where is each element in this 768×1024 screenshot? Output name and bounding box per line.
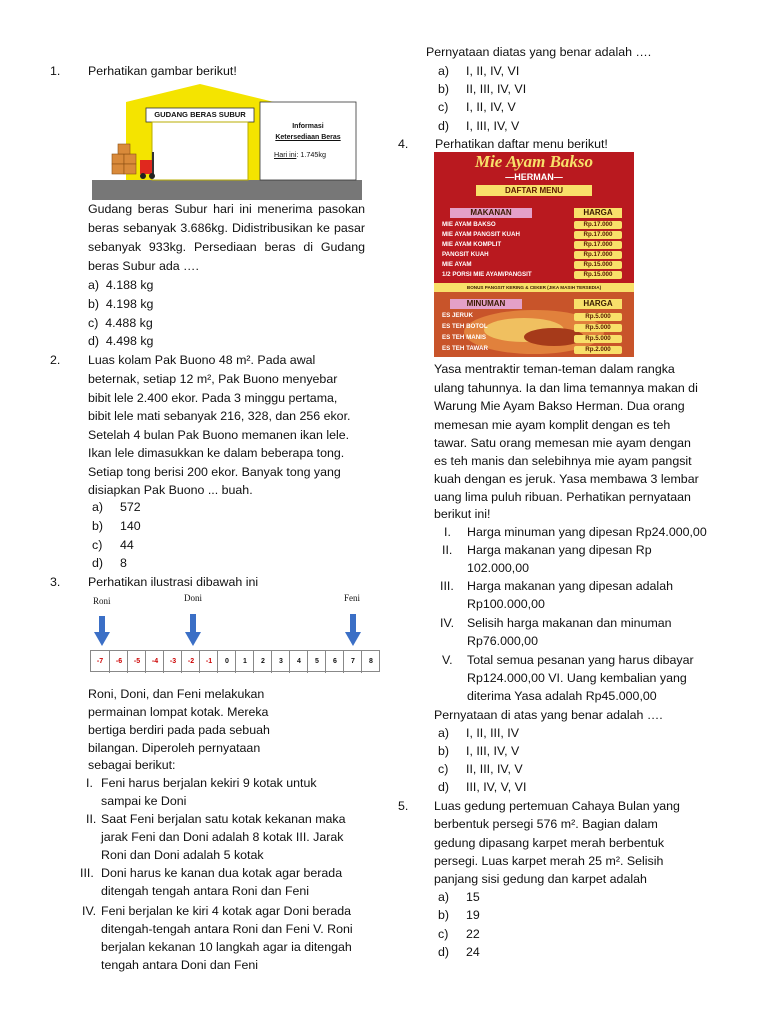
drink-item-2: ES TEH BOTOL bbox=[442, 323, 488, 330]
info-subtitle: Ketersediaan Beras bbox=[275, 134, 341, 141]
q5-line-4: persegi. Luas karpet merah 25 m². Selisih bbox=[434, 854, 664, 868]
number-line-cell: 6 bbox=[325, 651, 344, 673]
q5-line-5: panjang sisi gedung dan karpet adalah bbox=[434, 872, 647, 886]
q5-option-c[interactable] bbox=[438, 925, 480, 943]
q2-number: 2. bbox=[50, 353, 61, 367]
q5-option-a[interactable] bbox=[438, 888, 480, 906]
info-title: Informasi bbox=[292, 123, 324, 130]
option-value: 22 bbox=[466, 927, 480, 941]
warehouse-sign: GUDANG BERAS SUBUR bbox=[154, 110, 246, 119]
q1-option-d[interactable]: d) 4.498 kg bbox=[88, 334, 154, 348]
option-label: a) bbox=[438, 726, 450, 740]
q4-line-1: Yasa mentraktir teman-teman dalam rangka bbox=[434, 362, 675, 376]
q1-text: Gudang beras Subur hari ini menerima pasokan beras sebanyak 3.686kg. Didistribusikan ke pasar sebanyak 933kg. Persediaan beras di Gudang beras Subur ada …. bbox=[88, 202, 365, 273]
q4-line-4: memesan mie ayam komplit dengan es teh bbox=[434, 418, 671, 432]
number-line-cell: -4 bbox=[145, 651, 164, 673]
option-label: c) bbox=[92, 538, 103, 552]
number-line-figure bbox=[86, 592, 382, 678]
q3-line-5: sebagai berikut: bbox=[88, 758, 176, 772]
option-label: d) bbox=[438, 945, 450, 959]
statement-label: II. bbox=[442, 543, 453, 557]
q1-option-a[interactable]: a) 4.188 kg bbox=[88, 278, 154, 292]
number-line-cell: 1 bbox=[235, 651, 254, 673]
q1-option-b[interactable]: b) 4.198 kg bbox=[88, 297, 154, 311]
q2-line-8: disiapkan Pak Buono ... buah. bbox=[88, 483, 253, 497]
food-price-1: Rp.17.000 bbox=[574, 221, 622, 229]
menu-board bbox=[434, 152, 634, 357]
statement-line: diterima Yasa adalah Rp45.000,00 bbox=[467, 689, 657, 703]
statement-line: Doni harus ke kanan dua kotak agar berada bbox=[101, 866, 343, 880]
q3-line-1: Roni, Doni, dan Feni melakukan bbox=[88, 687, 265, 701]
option-value: I, II, IV, V bbox=[466, 100, 516, 114]
q4-line-9: berikut ini! bbox=[434, 507, 491, 521]
option-value: I, II, III, IV bbox=[466, 726, 520, 740]
q3-closing: Pernyataan diatas yang benar adalah …. bbox=[426, 45, 652, 59]
q4-line-5: tawar. Satu orang memesan mie ayam dengan bbox=[434, 436, 691, 450]
option-value: II, III, IV, VI bbox=[466, 82, 527, 96]
statement-label: II. bbox=[86, 812, 97, 826]
q4-line-7: kuah dengan es jeruk. Yasa membawa 3 lembar bbox=[434, 472, 699, 486]
option-label: b) bbox=[92, 519, 104, 533]
statement-line: Rp76.000,00 bbox=[467, 634, 538, 648]
number-line-cell: 4 bbox=[289, 651, 308, 673]
q2-option-a[interactable] bbox=[92, 498, 141, 516]
label-doni: Doni bbox=[184, 593, 202, 603]
info-today-label: Hari ini bbox=[274, 150, 297, 159]
q3-option-c[interactable] bbox=[438, 98, 516, 116]
q4-line-8: uang lima puluh ribuan. Perhatikan pernyataan bbox=[434, 490, 691, 504]
option-value: III, IV, V, VI bbox=[466, 780, 527, 794]
arrows bbox=[86, 592, 382, 652]
statement-label: IV. bbox=[440, 616, 455, 630]
option-label: b) bbox=[438, 744, 450, 758]
q2-option-d[interactable] bbox=[92, 554, 127, 572]
statement-line: Roni dan Doni adalah 5 kotak bbox=[101, 848, 264, 862]
statement-label: V. bbox=[442, 653, 453, 667]
statement-line: Harga makanan yang dipesan adalah bbox=[467, 579, 673, 593]
statement-line: Harga minuman yang dipesan Rp24.000,00 bbox=[467, 525, 707, 539]
number-line-cell: -7 bbox=[96, 658, 104, 665]
statement-label: I. bbox=[86, 776, 93, 790]
statement-line: berjalan kekanan 10 langkah agar ia ditengah bbox=[101, 940, 352, 954]
q3-line-4: bilangan. Diperoleh pernyataan bbox=[88, 741, 261, 755]
option-label: b) bbox=[438, 908, 450, 922]
q5-number: 5. bbox=[398, 799, 409, 813]
q4-option-d[interactable] bbox=[438, 778, 527, 796]
statement-line: Rp124.000,00 VI. Uang kembalian yang bbox=[467, 671, 687, 685]
statement-label: IV. bbox=[82, 904, 97, 918]
statement-label: I. bbox=[444, 525, 451, 539]
option-value: 19 bbox=[466, 908, 480, 922]
food-item-2: MIE AYAM PANGSIT KUAH bbox=[442, 231, 520, 238]
statement-line: Harga makanan yang dipesan Rp bbox=[467, 543, 652, 557]
q4-line-2: ulang tahunnya. Ia dan lima temannya makan di bbox=[434, 381, 698, 395]
statement-line: Saat Feni berjalan satu kotak kekanan maka bbox=[101, 812, 346, 826]
statement-line: Feni harus berjalan kekiri 9 kotak untuk bbox=[101, 776, 317, 790]
drink-header: MINUMAN bbox=[450, 299, 522, 309]
number-line-cell: -5 bbox=[127, 651, 146, 673]
option-value: 8 bbox=[120, 556, 127, 570]
drink-item-1: ES JERUK bbox=[442, 312, 473, 319]
option-label: d) bbox=[438, 780, 450, 794]
option-value: I, III, IV, V bbox=[466, 744, 520, 758]
number-line-cell: -3 bbox=[163, 651, 182, 673]
q3-number: 3. bbox=[50, 575, 61, 589]
statement-line: ditengah tengah antara Roni dan Feni bbox=[101, 884, 310, 898]
statement-line: tengah antara Doni dan Feni bbox=[101, 958, 259, 972]
q4-line-3: Warung Mie Ayam Bakso Herman. Dua orang bbox=[434, 399, 685, 413]
food-item-4: PANGSIT KUAH bbox=[442, 251, 489, 258]
q2-line-7: Setiap tong berisi 200 ekor. Banyak tong yang bbox=[88, 465, 341, 479]
q5-line-2: berbentuk persegi 576 m². Bagian dalam bbox=[434, 817, 658, 831]
q2-line-4: bibit lele mati sebanyak 216, 328, dan 256 ekor. bbox=[88, 409, 351, 423]
q5-option-b[interactable] bbox=[438, 906, 480, 924]
statement-line: ditengah-tengah antara Roni dan Feni V. Roni bbox=[101, 922, 353, 936]
q2-option-b[interactable] bbox=[92, 517, 141, 535]
q3-option-d[interactable] bbox=[438, 117, 520, 135]
drink-item-3: ES TEH MANIS bbox=[442, 334, 487, 341]
food-price-4: Rp.17.000 bbox=[574, 251, 622, 259]
q1-option-c[interactable]: c) 4.488 kg bbox=[88, 316, 153, 330]
drink-price-1: Rp.5.000 bbox=[574, 313, 622, 321]
option-value: I, III, IV, V bbox=[466, 119, 520, 133]
option-label: a) bbox=[92, 500, 104, 514]
q3-option-a[interactable] bbox=[438, 62, 520, 80]
q4-option-c[interactable] bbox=[438, 760, 523, 778]
number-line-cell: 2 bbox=[253, 651, 272, 673]
option-value: 24 bbox=[466, 945, 480, 959]
number-line-cell: 0 bbox=[217, 651, 236, 673]
q3-option-b[interactable] bbox=[438, 80, 527, 98]
number-line-cell: -6 bbox=[109, 651, 128, 673]
option-label: d) bbox=[92, 556, 104, 570]
drink-price-3: Rp.5.000 bbox=[574, 335, 622, 343]
statement-line: jarak Feni dan Doni adalah 8 kotak III. Jarak bbox=[101, 830, 344, 844]
label-feni: Feni bbox=[344, 593, 361, 603]
q2-line-2: beternak, setiap 12 m², Pak Buono menyebar bbox=[88, 372, 338, 386]
option-label: d) bbox=[438, 119, 450, 133]
q3-line-2: permainan lompat kotak. Mereka bbox=[88, 705, 269, 719]
label-roni: Roni bbox=[93, 596, 111, 606]
number-line-cell: 8 bbox=[361, 651, 380, 673]
q4-line-6: es teh manis dan selebihnya mie ayam pangsit bbox=[434, 454, 692, 468]
q4-option-b[interactable] bbox=[438, 742, 520, 760]
drink-price-4: Rp.2.000 bbox=[574, 346, 622, 354]
option-label: a) bbox=[438, 890, 450, 904]
option-label: c) bbox=[438, 100, 449, 114]
number-line-cell: -2 bbox=[181, 651, 200, 673]
q1-prompt: Perhatikan gambar berikut! bbox=[88, 64, 237, 78]
q2-option-c[interactable] bbox=[92, 536, 134, 554]
number-line bbox=[90, 650, 380, 672]
number-line-cell: -1 bbox=[199, 651, 218, 673]
option-value: I, II, IV, VI bbox=[466, 64, 520, 78]
option-value: 44 bbox=[120, 538, 134, 552]
warehouse-illustration bbox=[92, 82, 362, 200]
food-item-1: MIE AYAM BAKSO bbox=[442, 221, 496, 228]
q4-prompt: Perhatikan daftar menu berikut! bbox=[435, 137, 608, 151]
number-line-cell: 7 bbox=[343, 651, 362, 673]
statement-label: III. bbox=[80, 866, 94, 880]
info-today-value: : 1.745kg bbox=[296, 150, 326, 159]
q4-number: 4. bbox=[398, 137, 409, 151]
q3-prompt: Perhatikan ilustrasi dibawah ini bbox=[88, 575, 259, 589]
menu-subtitle: —HERMAN— bbox=[505, 172, 563, 182]
q2-line-3: bibit lele 2.400 ekor. Pada 3 minggu pertama, bbox=[88, 391, 338, 405]
statement-line: Selisih harga makanan dan minuman bbox=[467, 616, 672, 630]
statement-line: Feni berjalan ke kiri 4 kotak agar Doni berada bbox=[101, 904, 352, 918]
q5-option-d[interactable] bbox=[438, 943, 480, 961]
number-line-cell: 5 bbox=[307, 651, 326, 673]
q3-line-3: bertiga berdiri pada pada sebuah bbox=[88, 723, 270, 737]
food-price-3: Rp.17.000 bbox=[574, 241, 622, 249]
option-value: II, III, IV, V bbox=[466, 762, 523, 776]
option-label: a) bbox=[438, 64, 450, 78]
menu-title: Mie Ayam Bakso bbox=[474, 152, 594, 171]
food-item-5: MIE AYAM bbox=[442, 261, 472, 268]
q2-line-6: Ikan lele dimasukkan ke dalam beberapa tong. bbox=[88, 446, 345, 460]
food-price-6: Rp.15.000 bbox=[574, 271, 622, 279]
price-header-food: HARGA bbox=[574, 208, 622, 218]
q2-line-1: Luas kolam Pak Buono 48 m². Pada awal bbox=[88, 353, 316, 367]
option-value: 572 bbox=[120, 500, 141, 514]
option-label: b) bbox=[438, 82, 450, 96]
food-item-6: 1/2 PORSI MIE AYAM/PANGSIT bbox=[442, 271, 532, 278]
q2-line-5: Setelah 4 bulan Pak Buono memanen ikan lele. bbox=[88, 428, 350, 442]
price-header-drink: HARGA bbox=[574, 299, 622, 309]
statement-line: sampai ke Doni bbox=[101, 794, 187, 808]
option-value: 15 bbox=[466, 890, 480, 904]
food-item-3: MIE AYAM KOMPLIT bbox=[442, 241, 502, 248]
menu-daftar: DAFTAR MENU bbox=[476, 185, 592, 196]
option-label: c) bbox=[438, 762, 449, 776]
menu-bonus: BONUS PANGSIT KERING & CEKER (JIKA MASIH TERSEDIA) bbox=[434, 283, 634, 292]
statement-label: III. bbox=[440, 579, 454, 593]
drink-item-4: ES TEH TAWAR bbox=[442, 345, 488, 352]
q4-closing: Pernyataan di atas yang benar adalah …. bbox=[434, 708, 663, 722]
q4-option-a[interactable] bbox=[438, 724, 520, 742]
statement-line: 102.000,00 bbox=[467, 561, 530, 575]
q1-number: 1. bbox=[50, 64, 61, 78]
q5-line-1: Luas gedung pertemuan Cahaya Bulan yang bbox=[434, 799, 680, 813]
food-price-5: Rp.15.000 bbox=[574, 261, 622, 269]
food-header: MAKANAN bbox=[450, 208, 532, 218]
option-label: c) bbox=[438, 927, 449, 941]
statement-line: Total semua pesanan yang harus dibayar bbox=[467, 653, 694, 667]
food-price-2: Rp.17.000 bbox=[574, 231, 622, 239]
info-today bbox=[274, 150, 326, 160]
statement-line: Rp100.000,00 bbox=[467, 597, 545, 611]
q5-line-3: gedung dipasang karpet merah berbentuk bbox=[434, 836, 665, 850]
number-line-cell: 3 bbox=[271, 651, 290, 673]
option-value: 140 bbox=[120, 519, 141, 533]
drink-price-2: Rp.5.000 bbox=[574, 324, 622, 332]
